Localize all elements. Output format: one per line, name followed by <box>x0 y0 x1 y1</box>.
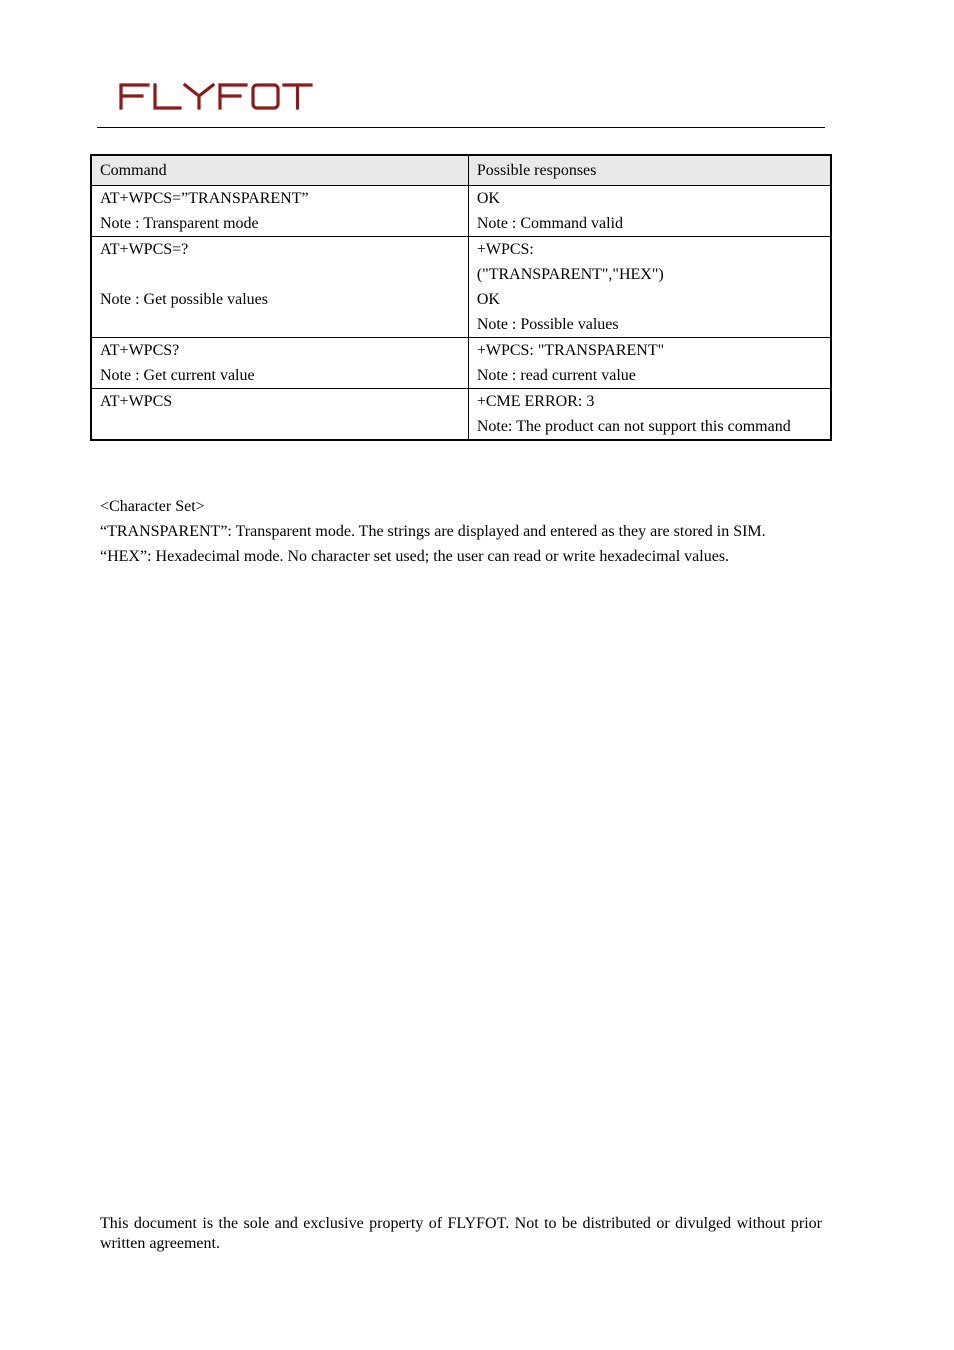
command-text: AT+WPCS? <box>100 341 180 359</box>
command-cell <box>91 185 468 236</box>
response-cell <box>468 236 831 337</box>
command-table <box>90 154 832 441</box>
command-text: AT+WPCS=”TRANSPARENT” <box>100 189 309 207</box>
table-header-row <box>91 155 831 185</box>
command-cell <box>91 337 468 388</box>
flyfot-logo-mark <box>118 82 314 112</box>
response-cell <box>468 388 831 440</box>
response-values: ("TRANSPARENT","HEX") <box>476 265 664 283</box>
column-header-command: Command <box>91 155 468 185</box>
table-row <box>91 388 831 440</box>
description-heading: <Character Set> <box>100 498 205 515</box>
command-note: Note : Get possible values <box>100 290 268 308</box>
response-cell <box>468 337 831 388</box>
response-ok: OK <box>476 290 500 308</box>
table-row <box>91 185 831 236</box>
blank-line <box>100 262 460 287</box>
response-text: OK <box>476 189 500 207</box>
character-set-description <box>100 494 766 569</box>
response-note: Note : Possible values <box>476 315 619 333</box>
response-text: +WPCS: <box>476 240 534 258</box>
description-transparent: “TRANSPARENT”: Transparent mode. The strings are displayed and entered as they are stored in SIM. <box>100 523 766 540</box>
description-hex: “HEX”: Hexadecimal mode. No character set used; the user can read or write hexadecimal values. <box>100 548 730 565</box>
response-note: Note : read current value <box>476 366 636 384</box>
response-cell <box>468 185 831 236</box>
response-note: Note: The product can not support this command <box>476 417 791 435</box>
command-text: AT+WPCS=? <box>100 240 189 258</box>
command-cell <box>91 388 468 440</box>
header-divider <box>97 127 825 128</box>
command-note: Note : Transparent mode <box>100 214 259 232</box>
column-header-responses: Possible responses <box>468 155 831 185</box>
response-note: Note : Command valid <box>476 214 624 232</box>
response-text: +WPCS: "TRANSPARENT" <box>476 341 665 359</box>
footer-disclaimer: This document is the sole and exclusive property of FLYFOT. Not to be distributed or divulged without prior written agreement. <box>100 1215 822 1252</box>
flyfot-logo <box>118 82 314 112</box>
command-text: AT+WPCS <box>100 392 173 410</box>
command-cell <box>91 236 468 337</box>
command-note: Note : Get current value <box>100 366 255 384</box>
response-text: +CME ERROR: 3 <box>476 392 595 410</box>
table-row <box>91 337 831 388</box>
table-row <box>91 236 831 337</box>
